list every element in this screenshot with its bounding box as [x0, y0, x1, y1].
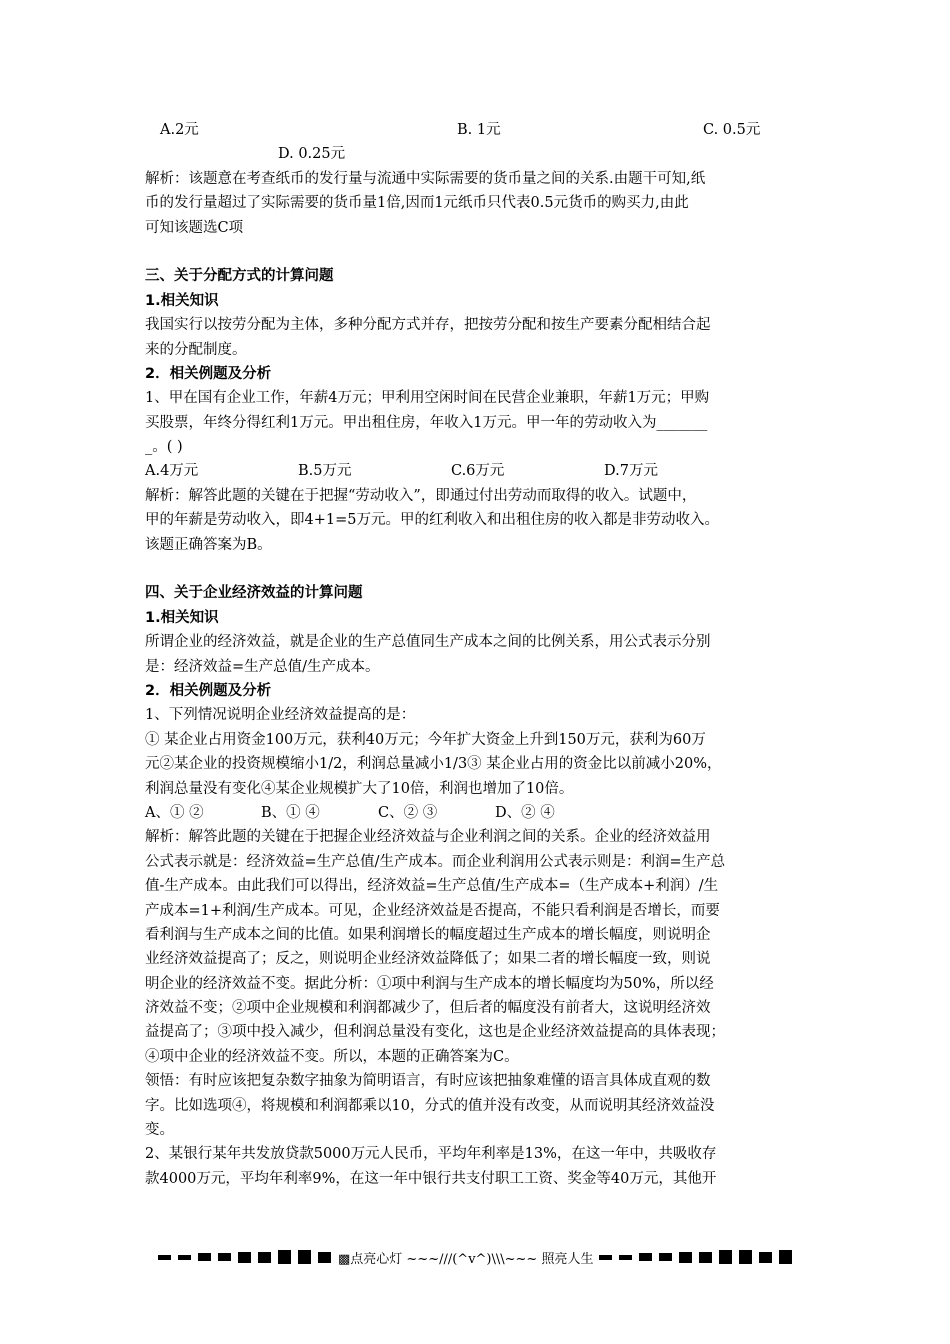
- options-row: [145, 142, 805, 166]
- paragraph-line: 我国实行以按劳分配为主体，多种分配方式并存，把按劳分配和按生产要素分配相结合起: [145, 317, 711, 334]
- question-line: _。( ): [145, 439, 183, 456]
- option-a: A、① ②: [145, 804, 204, 821]
- decorative-block: [158, 1255, 171, 1260]
- paragraph-line: 看利润与生产成本之间的比值。如果利润增长的幅度超过生产成本的增长幅度，则说明企: [145, 926, 711, 943]
- question-line: 利润总量没有变化④某企业规模扩大了10倍，利润也增加了10倍。: [145, 780, 574, 797]
- paragraph-line: 币的发行量超过了实际需要的货币量1倍,因而1元纸币只代表0.5元货币的购买力,由此: [145, 195, 689, 212]
- options-row: [145, 801, 805, 825]
- option-c: C、② ③: [378, 804, 438, 821]
- question-line: ① 某企业占用资金100万元，获利40万元；今年扩大资金上升到150万元，获利为60万: [145, 731, 706, 748]
- decorative-block: [679, 1252, 692, 1263]
- page-footer: [158, 1246, 799, 1268]
- decorative-block: [779, 1250, 792, 1264]
- option-a: A.2元: [160, 122, 199, 138]
- decorative-block: [218, 1253, 231, 1261]
- decorative-block: [619, 1255, 632, 1260]
- subheading: 2．相关例题及分析: [145, 682, 272, 699]
- paragraph-line: 解析：解答此题的关键在于把握企业经济效益与企业利润之间的关系。企业的经济效益用: [145, 829, 711, 846]
- decorative-block: [178, 1255, 191, 1260]
- paragraph-line: ④项中企业的经济效益不变。所以，本题的正确答案为C。: [145, 1048, 519, 1065]
- paragraph-line: 明企业的经济效益不变。据此分析：①项中利润与生产成本的增长幅度均为50%，所以经: [145, 975, 714, 992]
- paragraph-line: 解析：该题意在考查纸币的发行量与流通中实际需要的货币量之间的关系.由题干可知,纸: [145, 170, 706, 187]
- decorative-block: [599, 1255, 612, 1260]
- decorative-block: [719, 1250, 732, 1264]
- paragraph-line: 该题正确答案为B。: [145, 536, 272, 553]
- option-b: B.5万元: [298, 463, 352, 480]
- decorative-block: [298, 1250, 311, 1264]
- paragraph-line: 字。比如选项④，将规模和利润都乘以10，分式的值并没有改变，从而说明其经济效益没: [145, 1097, 715, 1114]
- options-row: [145, 459, 805, 483]
- decorative-block: [198, 1253, 211, 1261]
- question-line: 1、下列情况说明企业经济效益提高的是：: [145, 707, 416, 724]
- paragraph-line: 来的分配制度。: [145, 341, 247, 358]
- decorative-block: [659, 1253, 672, 1261]
- footer-motto: ▩点亮心灯 ~~~///(^v^)\\\~~~ 照亮人生: [338, 1251, 594, 1267]
- question-line: 元②某企业的投资规模缩小1/2，利润总量减小1/3③ 某企业占用的资金比以前减小20%，: [145, 756, 722, 773]
- options-row: [145, 118, 805, 142]
- paragraph-line: 领悟：有时应该把复杂数字抽象为简明语言，有时应该把抽象难懂的语言具体成直观的数: [145, 1073, 711, 1090]
- decorative-block: [759, 1252, 772, 1263]
- option-d: D、② ④: [495, 804, 555, 821]
- option-b: B、① ④: [261, 804, 320, 821]
- paragraph-line: 甲的年薪是劳动收入，即4+1=5万元。甲的红利收入和出租住房的收入都是非劳动收入。: [145, 512, 719, 529]
- subheading: 2．相关例题及分析: [145, 365, 272, 382]
- option-b: B. 1元: [457, 122, 501, 138]
- paragraph-line: 益提高了；③项中投入减少，但利润总量没有变化，这也是企业经济效益提高的具体表现；: [145, 1024, 725, 1041]
- decorative-block: [238, 1252, 251, 1263]
- subheading: 1.相关知识: [145, 292, 219, 309]
- paragraph-line: 是：经济效益=生产总值/生产成本。: [145, 658, 380, 675]
- decorative-block: [258, 1252, 271, 1263]
- section-heading: 三、关于分配方式的计算问题: [145, 268, 334, 285]
- paragraph-line: 公式表示就是：经济效益=生产总值/生产成本。而企业利润用公式表示则是：利润=生产总: [145, 853, 726, 870]
- paragraph-line: 所谓企业的经济效益，就是企业的生产总值同生产成本之间的比例关系，用公式表示分别: [145, 634, 711, 651]
- decorative-block: [278, 1250, 291, 1264]
- question-line: 买股票，年终分得红利1万元。甲出租住房，年收入1万元。甲一年的劳动收入为_______: [145, 414, 708, 431]
- option-a: A.4万元: [145, 463, 199, 480]
- question-line: 1、甲在国有企业工作，年薪4万元；甲利用空闲时间在民营企业兼职，年薪1万元；甲购: [145, 390, 710, 407]
- paragraph-line: 值-生产成本。由此我们可以得出，经济效益=生产总值/生产成本=（生产成本+利润）/生: [145, 878, 719, 895]
- decorative-block: [699, 1252, 712, 1263]
- decorative-block: [318, 1252, 331, 1263]
- option-c: C.6万元: [451, 463, 505, 480]
- option-c: C. 0.5元: [703, 122, 761, 138]
- option-d: D.7万元: [604, 463, 658, 480]
- paragraph-line: 产成本=1+利润/生产成本。可见，企业经济效益是否提高，不能只看利润是否增长，而要: [145, 902, 720, 919]
- paragraph-line: 解析：解答此题的关键在于把握“劳动收入”，即通过付出劳动而取得的收入。试题中，: [145, 487, 697, 504]
- subheading: 1.相关知识: [145, 609, 219, 626]
- document-page: [145, 118, 805, 1191]
- decorative-block: [639, 1253, 652, 1261]
- question-line: 款4000万元，平均年利率9%，在这一年中银行共支付职工工资、奖金等40万元，其他开: [145, 1170, 717, 1187]
- option-d: D. 0.25元: [278, 146, 346, 163]
- paragraph-line: 业经济效益提高了；反之，则说明企业经济效益降低了；如果二者的增长幅度一致，则说: [145, 951, 711, 968]
- section-heading: 四、关于企业经济效益的计算问题: [145, 585, 363, 602]
- paragraph-line: 济效益不变；②项中企业规模和利润都减少了，但后者的幅度没有前者大，这说明经济效: [145, 1000, 711, 1017]
- paragraph-line: 可知该题选C项: [145, 219, 244, 236]
- paragraph-line: 变。: [145, 1122, 174, 1139]
- decorative-block: [739, 1250, 752, 1264]
- question-line: 2、某银行某年共发放贷款5000万元人民币，平均年利率是13%，在这一年中，共吸收存: [145, 1146, 717, 1163]
